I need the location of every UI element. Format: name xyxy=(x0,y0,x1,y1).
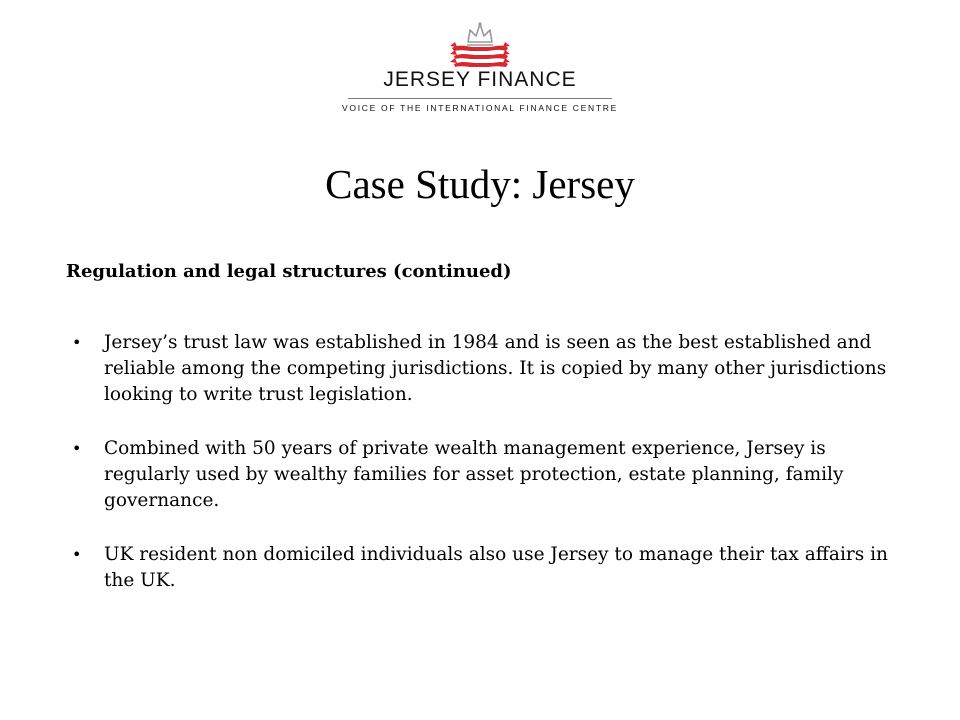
bullet-marker: • xyxy=(72,439,82,458)
logo-name: JERSEY FINANCE xyxy=(383,68,577,91)
bullet-list xyxy=(66,330,896,622)
logo-tagline: VOICE OF THE INTERNATIONAL FINANCE CENTRE xyxy=(342,103,618,113)
bullet-marker: • xyxy=(72,333,82,352)
bullet-text: Combined with 50 years of private wealth management experience, Jersey is regularly used by wealthy families for asset protection, estate planning, family governance. xyxy=(104,438,844,511)
jersey-finance-logo xyxy=(300,18,660,118)
bullet-marker: • xyxy=(72,545,82,564)
bullet-item-wealth-management xyxy=(66,436,896,514)
slide-subtitle: Regulation and legal structures (continued) xyxy=(66,261,512,282)
bullet-text: UK resident non domiciled individuals also use Jersey to manage their tax affairs in the UK. xyxy=(104,544,888,591)
bullet-item-trust-law xyxy=(66,330,896,408)
bullet-text: Jersey’s trust law was established in 1984 and is seen as the best established and reliable among the competing jurisdictions. It is copied by many other jurisdictions looking to write trust legislation. xyxy=(104,332,887,405)
bullet-item-non-domiciled xyxy=(66,542,896,594)
logo-divider xyxy=(348,98,612,99)
slide-title: Case Study: Jersey xyxy=(325,161,635,207)
